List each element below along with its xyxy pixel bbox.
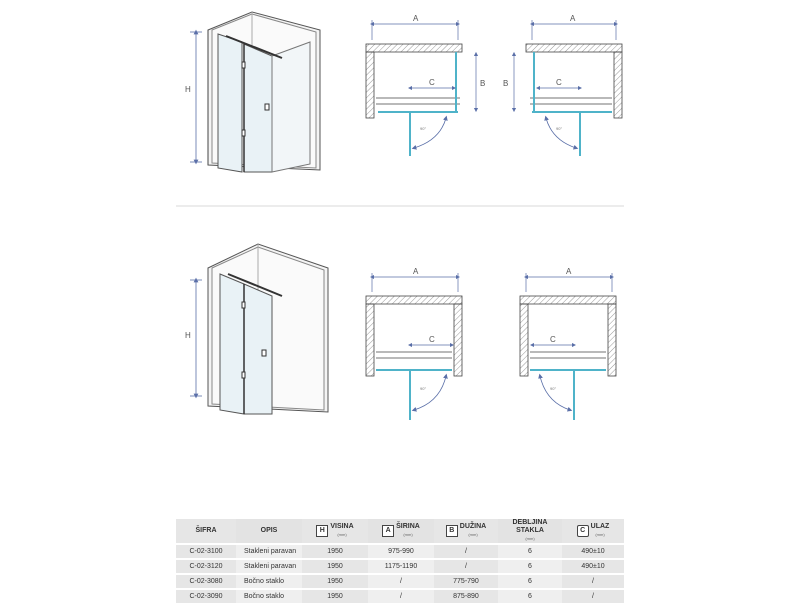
- height-dimension-top: [190, 32, 202, 162]
- angle-label-plan3: 90°: [420, 386, 427, 391]
- plan-view-bottom-left: [366, 296, 462, 420]
- height-dimension-bottom: [190, 280, 202, 396]
- plan-view-bottom-right: [520, 296, 616, 420]
- table-cell: 6: [498, 545, 562, 558]
- column-header-6: [562, 519, 624, 543]
- plan-view-top-left: [366, 44, 462, 156]
- column-header-label: ŠIFRA: [195, 527, 217, 534]
- table-cell: /: [562, 575, 624, 588]
- column-header-label: DUŽINA: [459, 523, 487, 530]
- table-header-row: [176, 519, 624, 543]
- h-label-bottom: H: [185, 331, 191, 340]
- column-header-label: OPIS: [260, 527, 278, 534]
- table-cell: 1950: [302, 560, 368, 573]
- column-header-label: DEBLJINA STAKLA: [512, 519, 548, 534]
- table-cell: /: [562, 590, 624, 603]
- column-header-3: [368, 519, 434, 543]
- column-header-4: [434, 519, 498, 543]
- table-cell: 1950: [302, 575, 368, 588]
- a-label-plan1: A: [413, 14, 419, 23]
- table-cell: Stakleni paravan: [236, 560, 302, 573]
- column-header-label: VISINA: [330, 523, 354, 530]
- table-cell: Stakleni paravan: [236, 545, 302, 558]
- column-header-5: [498, 519, 562, 543]
- table-cell: 6: [498, 590, 562, 603]
- dimension-b-icon: B: [446, 525, 458, 537]
- spec-table: [176, 517, 624, 605]
- plan4-dimensions: [526, 273, 612, 345]
- b-label-plan2: B: [503, 79, 509, 88]
- dimension-h-icon: H: [316, 525, 328, 537]
- table-cell: 875-890: [434, 590, 498, 603]
- table-cell: C-02-3120: [176, 560, 236, 573]
- b-label-plan1: B: [480, 79, 486, 88]
- table-cell: /: [368, 575, 434, 588]
- c-label-plan2: C: [556, 78, 562, 87]
- plan1-dimensions: [372, 20, 476, 110]
- table-cell: 1950: [302, 545, 368, 558]
- column-unit: (mm): [403, 532, 413, 537]
- table-cell: 490±10: [562, 560, 624, 573]
- angle-label-plan4: 90°: [550, 386, 557, 391]
- table-cell: Bočno staklo: [236, 590, 302, 603]
- a-label-plan3: A: [413, 267, 419, 276]
- table-cell: 6: [498, 560, 562, 573]
- table-cell: C-02-3090: [176, 590, 236, 603]
- plan2-dimensions: [514, 20, 616, 110]
- c-label-plan3: C: [429, 335, 435, 344]
- table-cell: 6: [498, 575, 562, 588]
- angle-label-plan1: 90°: [420, 126, 427, 131]
- table-row: [176, 545, 624, 558]
- table-cell: /: [368, 590, 434, 603]
- angle-label-plan2: 90°: [556, 126, 563, 131]
- plan-view-top-right: [526, 44, 622, 156]
- a-label-plan4: A: [566, 267, 572, 276]
- column-unit: (mm): [525, 536, 535, 541]
- table-cell: 975-990: [368, 545, 434, 558]
- table-cell: C-02-3080: [176, 575, 236, 588]
- table-row: [176, 590, 624, 603]
- column-unit: (mm): [337, 532, 347, 537]
- table-cell: Bočno staklo: [236, 575, 302, 588]
- a-label-plan2: A: [570, 14, 576, 23]
- column-header-0: [176, 519, 236, 543]
- column-header-label: ŠIRINA: [396, 523, 420, 530]
- column-header-1: [236, 519, 302, 543]
- table-cell: 490±10: [562, 545, 624, 558]
- c-label-plan1: C: [429, 78, 435, 87]
- column-header-2: [302, 519, 368, 543]
- table-body: [176, 545, 624, 603]
- column-header-label: ULAZ: [590, 523, 610, 530]
- h-label-top: H: [185, 85, 191, 94]
- table-cell: C-02-3100: [176, 545, 236, 558]
- table-cell: 1175-1190: [368, 560, 434, 573]
- table-cell: /: [434, 545, 498, 558]
- table-cell: /: [434, 560, 498, 573]
- column-unit: (mm): [595, 532, 605, 537]
- dimension-a-icon: A: [382, 525, 394, 537]
- plan3-dimensions: [372, 273, 458, 345]
- table-row: [176, 575, 624, 588]
- enclosure-3d-bottom: [208, 244, 328, 414]
- table-cell: 775-790: [434, 575, 498, 588]
- table-cell: 1950: [302, 590, 368, 603]
- table-row: [176, 560, 624, 573]
- enclosure-3d-top: [208, 12, 320, 172]
- column-unit: (mm): [468, 532, 478, 537]
- dimension-c-icon: C: [577, 525, 589, 537]
- c-label-plan4: C: [550, 335, 556, 344]
